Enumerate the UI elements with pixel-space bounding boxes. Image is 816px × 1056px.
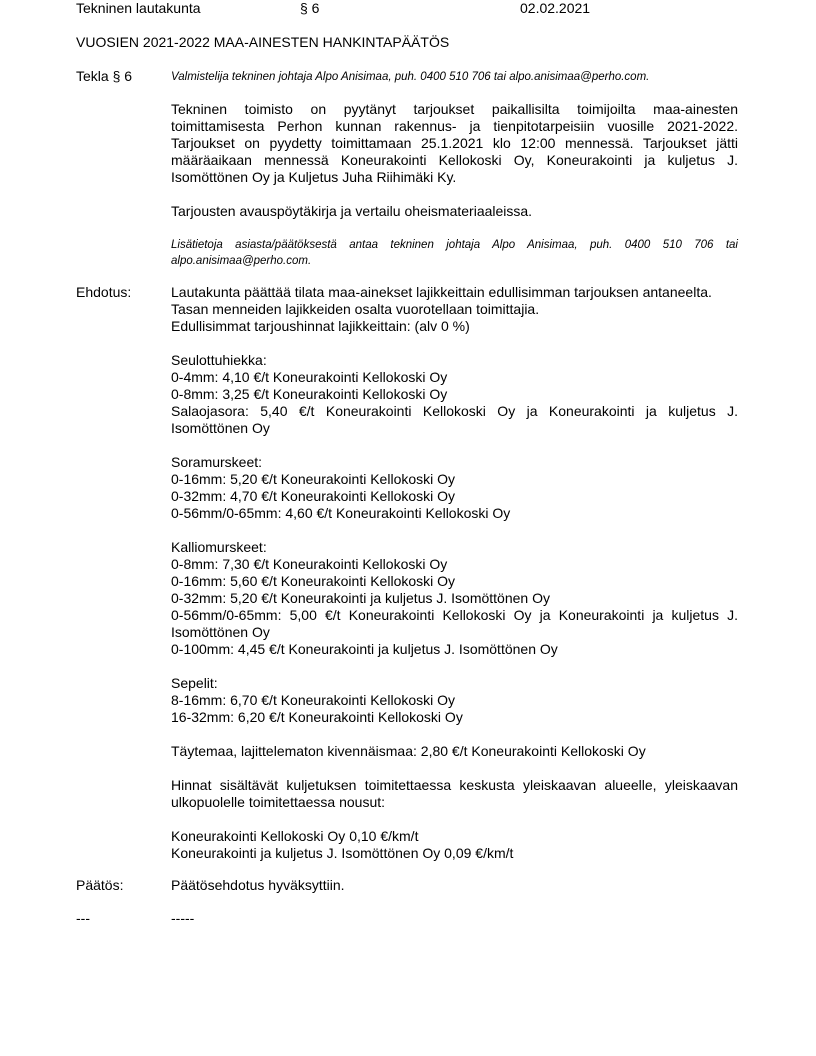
proposal-intro-line: Lautakunta päättää tilata maa-ainekset lajikkeittain edullisimman tarjouksen antaneelta. bbox=[171, 284, 712, 300]
price-line: 8-16mm: 6,70 €/t Koneurakointi Kellokoski Oy bbox=[171, 692, 456, 708]
price-line: 0-8mm: 3,25 €/t Koneurakointi Kellokoski Oy bbox=[171, 386, 448, 402]
footer-left: --- bbox=[76, 910, 90, 926]
price-line: 0-16mm: 5,20 €/t Koneurakointi Kellokoski Oy bbox=[171, 471, 456, 487]
footer-right: ----- bbox=[171, 910, 195, 926]
group-heading: Kalliomurskeet: bbox=[171, 539, 267, 555]
proposal-intro-line: Tasan menneiden lajikkeiden osalta vuorotellaan toimittajia. bbox=[171, 301, 540, 317]
price-line: 0-32mm: 5,20 €/t Koneurakointi ja kuljetus J. Isomöttönen Oy bbox=[171, 590, 550, 606]
header-date: 02.02.2021 bbox=[520, 0, 591, 16]
document-title: VUOSIEN 2021-2022 MAA-AINESTEN HANKINTAPÄÄTÖS bbox=[76, 34, 450, 50]
price-line: 0-32mm: 4,70 €/t Koneurakointi Kellokoski Oy bbox=[171, 488, 456, 504]
price-line: 0-8mm: 7,30 €/t Koneurakointi Kellokoski Oy bbox=[171, 556, 448, 572]
item-paragraph-2: Tarjousten avauspöytäkirja ja vertailu oheismateriaaleissa. bbox=[171, 203, 533, 219]
price-line: 0-4mm: 4,10 €/t Koneurakointi Kellokoski Oy bbox=[171, 369, 448, 385]
proposal-intro-line: Edullisimmat tarjoushinnat lajikkeittain: (alv 0 %) bbox=[171, 318, 470, 334]
price-line: 0-100mm: 4,45 €/t Koneurakointi ja kuljetus J. Isomöttönen Oy bbox=[171, 641, 558, 657]
item-info: Lisätietoja asiasta/päätöksestä antaa tekninen johtaja Alpo Anisimaa, puh. 0400 510 706 tai alpo.anisimaa@perho.com. bbox=[171, 239, 738, 267]
price-line: 16-32mm: 6,20 €/t Koneurakointi Kellokoski Oy bbox=[171, 709, 463, 725]
transport-note: Hinnat sisältävät kuljetuksen toimitettaessa keskusta yleiskaavan alueelle, yleiskaavan ulkopuolelle toimitettaessa nousut: bbox=[171, 777, 738, 810]
item-paragraph-1: Tekninen toimisto on pyytänyt tarjoukset paikallisilta toimijoilta maa-ainesten toimittamisesta Perhon kunnan rakennus- ja tienpitotarpeisiin vuosille 2021-2022. Tarjoukset on pyydetty toimittamaan 25.1.2021 klo 12:00 mennessä. Tarjoukset jätti määräaikaan mennessä Koneurakointi Kellokoski Oy, Koneurakointi ja kuljetus J. Isomöttönen Oy ja Kuljetus Juha Riihimäki Ky. bbox=[171, 101, 738, 185]
transport-rate-line: Koneurakointi ja kuljetus J. Isomöttönen Oy 0,09 €/km/t bbox=[171, 845, 514, 861]
header-section: § 6 bbox=[300, 0, 320, 16]
fill-soil-line: Täytemaa, lajittelematon kivennäismaa: 2,80 €/t Koneurakointi Kellokoski Oy bbox=[171, 743, 646, 759]
group-heading: Seulottuhiekka: bbox=[171, 352, 267, 368]
proposal-label: Ehdotus: bbox=[76, 284, 132, 300]
item-label: Tekla § 6 bbox=[76, 68, 133, 84]
decision-text: Päätösehdotus hyväksyttiin. bbox=[171, 877, 345, 893]
transport-rate-line: Koneurakointi Kellokoski Oy 0,10 €/km/t bbox=[171, 828, 419, 844]
price-line: 0-16mm: 5,60 €/t Koneurakointi Kellokoski Oy bbox=[171, 573, 456, 589]
decision-label: Päätös: bbox=[76, 877, 124, 893]
group-heading: Soramurskeet: bbox=[171, 454, 263, 470]
page-header bbox=[76, 0, 776, 18]
price-line: 0-56mm/0-65mm: 5,00 €/t Koneurakointi Kellokoski Oy ja Koneurakointi ja kuljetus J. Isomöttönen Oy bbox=[171, 607, 738, 640]
item-preparer: Valmistelija tekninen johtaja Alpo Anisimaa, puh. 0400 510 706 tai alpo.anisimaa@perho.com. bbox=[171, 71, 650, 83]
price-line: 0-56mm/0-65mm: 4,60 €/t Koneurakointi Kellokoski Oy bbox=[171, 505, 511, 521]
group-heading: Sepelit: bbox=[171, 675, 218, 691]
price-line: Salaojasora: 5,40 €/t Koneurakointi Kellokoski Oy ja Koneurakointi ja kuljetus J. Isomöttönen Oy bbox=[171, 403, 738, 436]
header-organization: Tekninen lautakunta bbox=[76, 0, 201, 16]
